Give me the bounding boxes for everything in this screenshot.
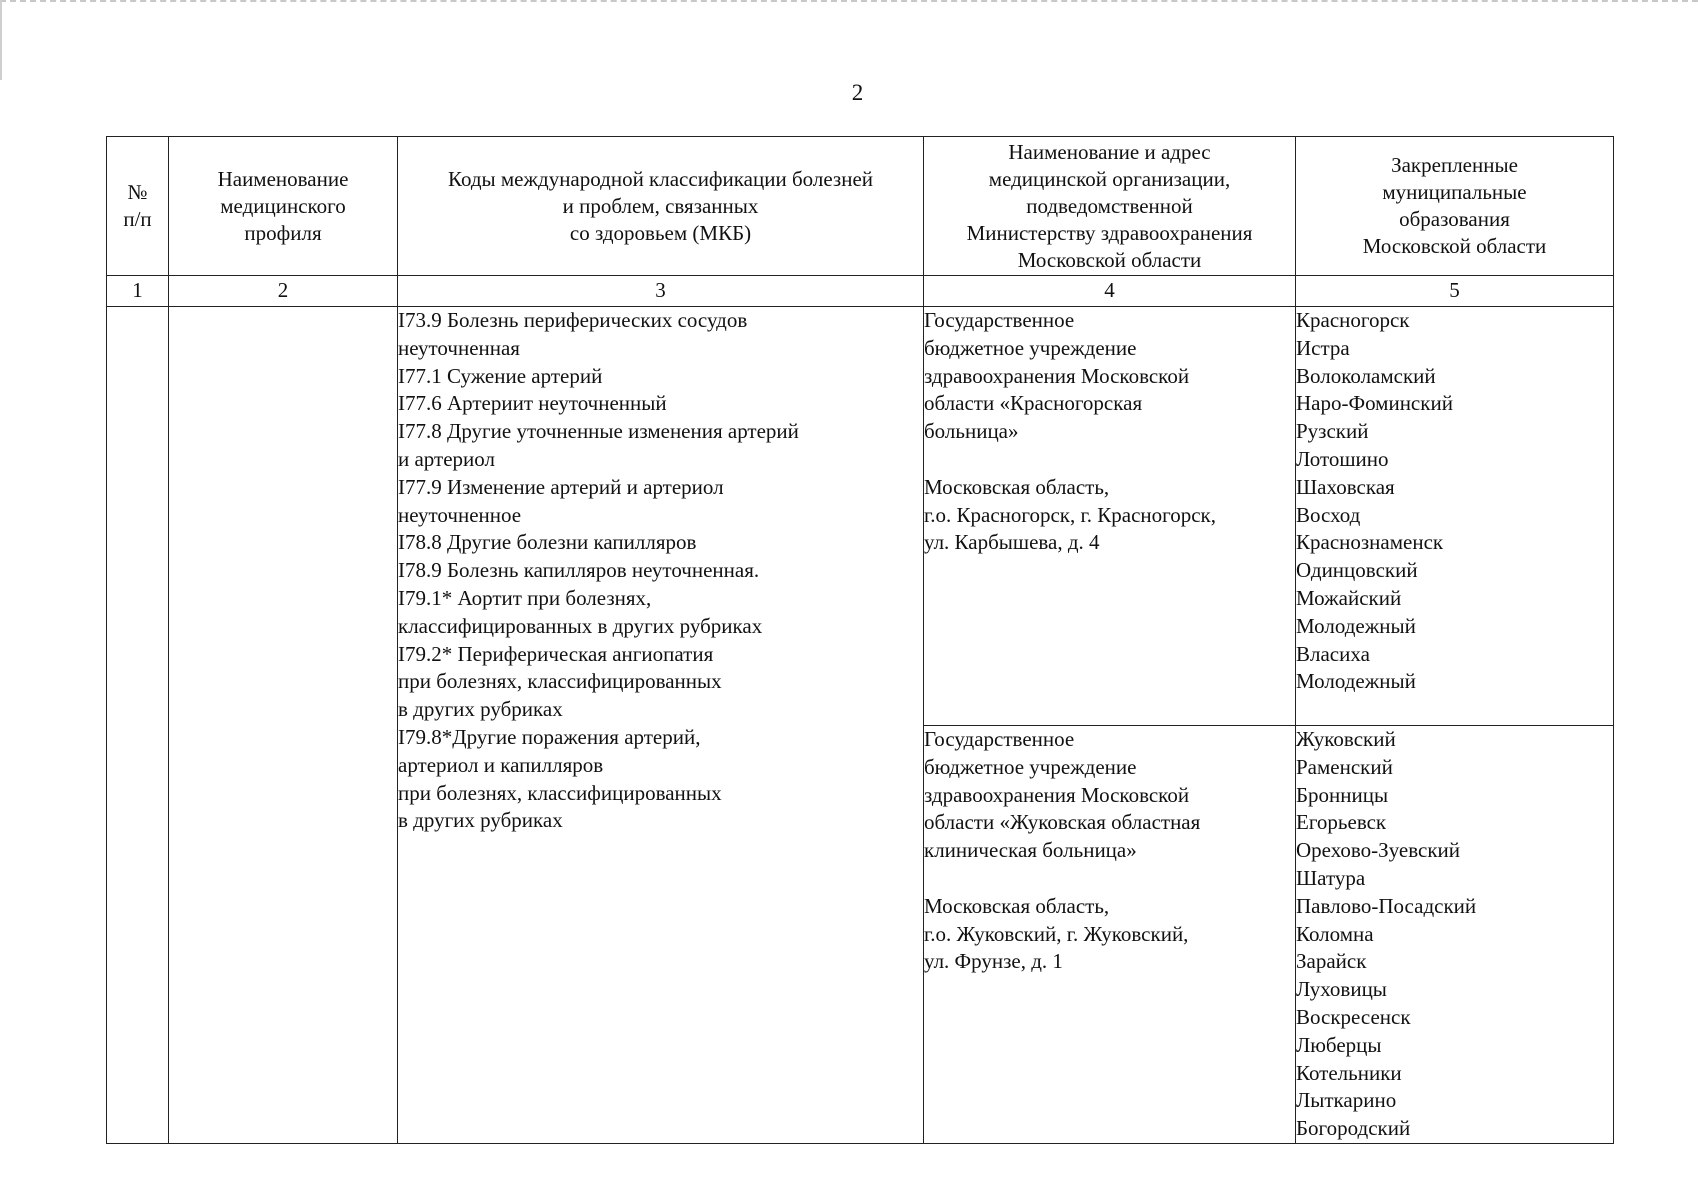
header-profile <box>169 137 398 276</box>
header-line: со здоровьем (МКБ) <box>569 220 752 245</box>
municipality-item: Орехово-Зуевский <box>1296 838 1461 863</box>
organization-address-line: Московская область, <box>924 893 1110 918</box>
header-line: Наименование и адрес <box>1008 139 1211 164</box>
municipality-item: Молодежный <box>1296 613 1416 638</box>
column-number: 1 <box>107 276 169 307</box>
municipality-item: Зарайск <box>1296 949 1367 974</box>
icd-code-line: при болезнях, классифицированных <box>398 669 722 694</box>
organization-name-line: Государственное <box>924 308 1075 332</box>
organization-name-line: области «Жуковская областная <box>924 810 1201 835</box>
municipality-item: Богородский <box>1296 1116 1411 1141</box>
municipality-item: Волоколамский <box>1296 363 1436 388</box>
organization-name-line: клиническая больница» <box>924 838 1137 863</box>
column-number: 3 <box>398 276 924 307</box>
icd-code-line: и артериол <box>398 446 495 471</box>
icd-code-line: при болезнях, классифицированных <box>398 780 722 805</box>
icd-code-line: I77.1 Сужение артерий <box>398 363 603 388</box>
header-line: профиля <box>244 220 322 245</box>
municipality-item: Луховицы <box>1296 977 1387 1002</box>
column-number: 2 <box>169 276 398 307</box>
municipality-item: Лыткарино <box>1296 1088 1397 1113</box>
municipality-item: Котельники <box>1296 1060 1402 1085</box>
header-row <box>107 137 1614 276</box>
icd-code-line: I77.6 Артериит неуточненный <box>398 391 667 416</box>
municipality-item: Можайский <box>1296 585 1402 610</box>
icd-code-line: в других рубриках <box>398 808 563 833</box>
municipality-item: Восход <box>1296 502 1361 527</box>
organization-address-line: г.о. Красногорск, г. Красногорск, <box>924 502 1216 527</box>
header-line: № <box>127 180 148 204</box>
header-organization <box>924 137 1296 276</box>
municipality-item: Красногорск <box>1296 308 1410 332</box>
header-line: медицинской организации, <box>988 166 1231 191</box>
header-line: Московской области <box>1017 247 1202 272</box>
header-line: п/п <box>123 207 152 231</box>
organization-name-line: области «Красногорская <box>924 391 1143 416</box>
header-number <box>107 137 169 276</box>
icd-code-line: в других рубриках <box>398 697 563 722</box>
icd-code-line: I77.9 Изменение артерий и артериол <box>398 474 724 499</box>
icd-code-line: I79.8*Другие поражения артерий, <box>398 724 701 749</box>
icd-code-line: I78.8 Другие болезни капилляров <box>398 530 697 555</box>
icd-code-line: неуточненное <box>398 502 522 527</box>
municipalities-cell <box>1296 726 1614 1144</box>
municipality-item: Коломна <box>1296 921 1374 946</box>
municipalities-cell <box>1296 307 1614 726</box>
municipality-item: Егорьевск <box>1296 810 1387 835</box>
organization-cell <box>924 307 1296 726</box>
allocation-table <box>106 136 1614 1144</box>
organization-name-line: бюджетное учреждение <box>924 335 1137 360</box>
icd-codes-cell <box>398 307 924 1144</box>
spacer <box>924 865 1295 893</box>
organization-name-line: здравоохранения Московской <box>924 782 1190 807</box>
column-number: 4 <box>924 276 1296 307</box>
municipality-item: Власиха <box>1296 641 1370 666</box>
spacer <box>924 446 1295 474</box>
organization-name-line: бюджетное учреждение <box>924 754 1137 779</box>
municipality-item: Лотошино <box>1296 446 1389 471</box>
header-line: подведомственной <box>1026 193 1193 218</box>
municipality-item: Рузский <box>1296 419 1369 444</box>
scan-edge-mark <box>0 0 1698 3</box>
header-line: медицинского <box>220 193 346 218</box>
municipality-item: Бронницы <box>1296 782 1389 807</box>
organization-address-line: ул. Карбышева, д. 4 <box>924 530 1100 555</box>
header-line: Министерству здравоохранения <box>966 220 1253 245</box>
column-number: 5 <box>1296 276 1614 307</box>
page-number: 2 <box>851 80 864 105</box>
header-line: образования <box>1399 207 1510 231</box>
municipality-item: Раменский <box>1296 754 1393 779</box>
municipality-item: Жуковский <box>1296 727 1396 751</box>
header-icd-codes <box>398 137 924 276</box>
municipality-item: Краснознаменск <box>1296 530 1444 555</box>
icd-code-line: классифицированных в других рубриках <box>398 613 763 638</box>
organization-name-line: Государственное <box>924 727 1075 751</box>
organization-address-line: Московская область, <box>924 474 1110 499</box>
municipality-item: Шаховская <box>1296 474 1395 499</box>
municipality-item: Молодежный <box>1296 669 1416 694</box>
organization-address-line: ул. Фрунзе, д. 1 <box>924 949 1063 974</box>
icd-code-line: I78.9 Болезнь капилляров неуточненная. <box>398 558 760 583</box>
municipality-item: Наро-Фоминский <box>1296 391 1453 416</box>
header-line: Наименование <box>217 166 349 191</box>
icd-code-line: I77.8 Другие уточненные изменения артерий <box>398 419 799 444</box>
scan-edge-mark-left <box>0 0 2 80</box>
organization-cell <box>924 726 1296 1144</box>
municipality-item: Шатура <box>1296 865 1366 890</box>
header-line: муниципальные <box>1382 180 1527 204</box>
icd-code-line: I79.2* Периферическая ангиопатия <box>398 641 714 666</box>
municipality-item: Люберцы <box>1296 1032 1382 1057</box>
header-line: Коды международной классификации болезней <box>447 166 874 191</box>
organization-address-line: г.о. Жуковский, г. Жуковский, <box>924 921 1189 946</box>
table-row <box>107 307 1614 726</box>
header-line: Закрепленные <box>1391 153 1518 177</box>
icd-code-line: I73.9 Болезнь периферических сосудов <box>398 308 748 332</box>
organization-name-line: здравоохранения Московской <box>924 363 1190 388</box>
icd-code-line: артериол и капилляров <box>398 752 604 777</box>
profile-cell <box>169 307 398 1144</box>
organization-name-line: больница» <box>924 419 1019 444</box>
municipality-item: Павлово-Посадский <box>1296 893 1477 918</box>
municipality-item: Истра <box>1296 335 1350 360</box>
header-line: Московской области <box>1362 234 1547 258</box>
icd-code-line: I79.1* Аортит при болезнях, <box>398 585 652 610</box>
header-line: и проблем, связанных <box>562 193 759 218</box>
column-number-row <box>107 276 1614 307</box>
municipality-item: Воскресенск <box>1296 1004 1411 1029</box>
row-number-cell <box>107 307 169 1144</box>
icd-code-line: неуточненная <box>398 335 520 360</box>
header-municipalities <box>1296 137 1614 276</box>
municipality-item: Одинцовский <box>1296 558 1418 583</box>
